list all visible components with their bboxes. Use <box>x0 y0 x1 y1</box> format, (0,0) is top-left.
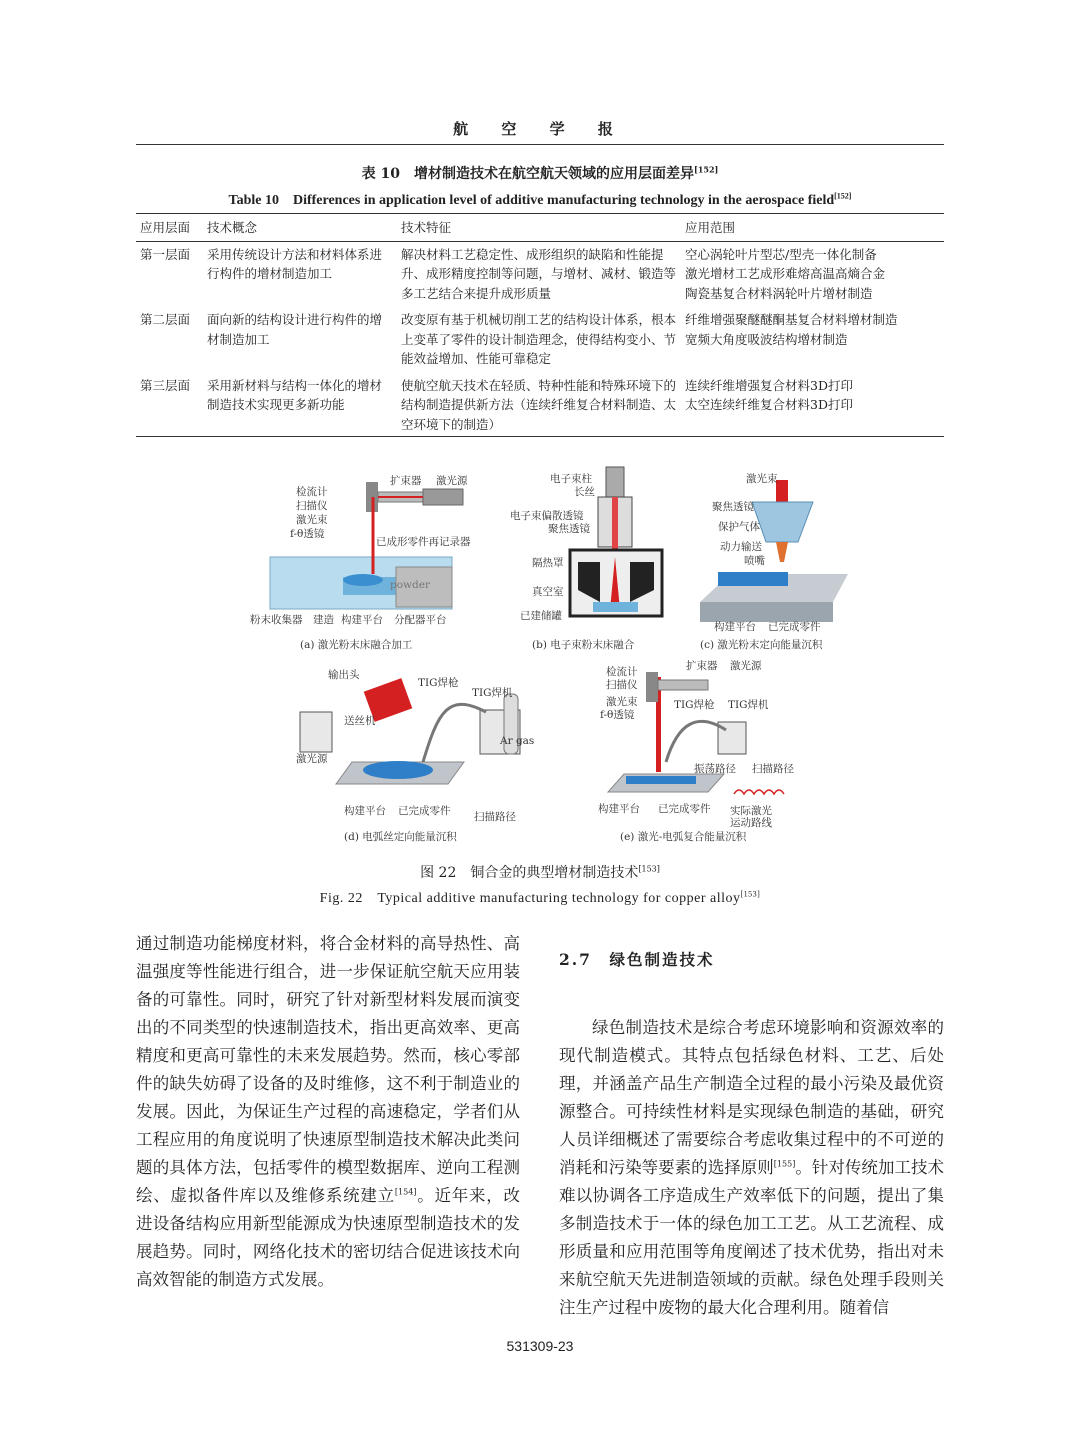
panel-b-label: 真空室 <box>532 586 564 598</box>
panel-e-label: 扩束器 <box>686 660 718 672</box>
panel-a-label: 激光束 <box>296 514 328 526</box>
table-cell-level: 第二层面 <box>140 312 191 327</box>
left-column-text: 通过制造功能梯度材料，将合金材料的高导热性、高温强度等性能进行组合，进一步保证航空航天应用装备的可靠性。同时，研究了针对新型材料发展而演变出的不同类型的快速制造技术，指出更高效率、更高精度和更高可靠性的未来发展趋势。然而，核心零部件的缺失妨碍了设备的及时维修，这不利于制造业的发展。因此，为保证生产过程的高速稳定，学者们从工程应用的角度说明了快速原型制造技术解决此类问题的具体方法，包括零件的模型数据库、逆向工程测绘、虚拟备件库以及维修系统建立[154]。近年来，改进设备结构应用新型能源成为快速原型制造技术的发展趋势。同时，网络化技术的密切结合促进该技术向高效智能的制造方式发展。 <box>136 934 521 1289</box>
table-row <box>136 372 944 437</box>
panel-d-label: 已完成零件 <box>398 805 451 817</box>
panel-b-label: 电子束偏散透镜 <box>510 510 584 522</box>
table-cell-level: 第三层面 <box>136 372 203 437</box>
panel-e-label: 实际激光 <box>730 805 772 817</box>
table-cell-feature: 解决材料工艺稳定性、成形组织的缺陷和性能提升、成形精度控制等问题，与增材、减材、锻造等多工艺结合来提升成形质量 <box>401 246 677 301</box>
panel-e-label: 激光源 <box>730 660 762 672</box>
panel-e-label: 运动路线 <box>730 817 772 829</box>
figure-caption-cn: 图 22 铜合金的典型增材制造技术[153] <box>420 864 660 881</box>
panel-a-label: 分配器平台 <box>394 614 447 626</box>
journal-header: 航 空 学 报 <box>453 120 627 138</box>
panel-a-label: 已成形零件再记录器 <box>376 536 471 548</box>
panel-e-label: TIG焊枪 <box>674 699 715 711</box>
panel-e-label: 激光束 <box>606 696 638 708</box>
page-number: 531309-23 <box>506 1338 574 1354</box>
panel-e-caption: (e) 激光-电弧复合能量沉积 <box>620 831 747 843</box>
panel-d-label: Ar gas <box>500 735 535 747</box>
table-row <box>136 241 944 306</box>
panel-a-label: 建造 <box>313 614 334 626</box>
panel-c-label: 聚焦透镜 <box>712 501 754 513</box>
panel-a-label: 扫描仪 <box>296 500 328 512</box>
table-cell-concept: 采用传统设计方法和材料体系进行构件的增材制造加工 <box>207 246 383 281</box>
table-header-cell: 应用层面 <box>136 214 203 242</box>
table-header-cell: 技术概念 <box>203 214 397 242</box>
panel-c-label: 构建平台 <box>714 621 756 633</box>
figure-caption-en: Fig. 22 Typical additive manufacturing technology for copper alloy[153] <box>319 889 761 906</box>
panel-a-label: 扩束器 <box>390 475 422 487</box>
table-cell-feature: 使航空航天技术在轻质、特种性能和特殊环境下的结构制造提供新方法（连续纤维复合材料制造、太空环境下的制造） <box>397 372 681 437</box>
panel-d-label: 激光源 <box>296 753 328 765</box>
panel-e-label: 检流计 <box>606 666 638 678</box>
panel-d-label: TIG焊机 <box>472 687 513 699</box>
panel-b-caption: (b) 电子束粉末床融合 <box>532 639 635 651</box>
table-caption-cn: 表 10 增材制造技术在航空航天领域的应用层面差异[152] <box>361 164 719 182</box>
table-header-cell: 技术特征 <box>397 214 681 242</box>
figure-22 <box>248 462 848 850</box>
panel-d-label: 送丝机 <box>344 715 376 727</box>
panel-c-label: 已完成零件 <box>768 621 821 633</box>
panel-c-label: 激光束 <box>746 473 778 485</box>
panel-a-label: powder <box>390 579 430 591</box>
panel-e-label: 振荡路径 <box>694 763 736 775</box>
table-cell-scope: 纤维增强聚醚醚酮基复合材料增材制造 宽频大角度吸波结构增材制造 <box>685 312 898 347</box>
table-header-row <box>136 214 944 242</box>
header-rule <box>136 144 944 145</box>
table-cell-level: 第一层面 <box>140 246 191 262</box>
panel-a-label: f-θ透镜 <box>290 528 325 540</box>
panel-c-label: 保护气体 <box>718 521 760 533</box>
panel-c-label: 动力输送 <box>720 541 762 553</box>
panel-b-label: 长丝 <box>574 486 595 498</box>
panel-b-label: 电子束柱 <box>550 473 592 485</box>
panel-e-label: 扫描仪 <box>606 679 638 691</box>
table-cell-scope: 连续纤维增强复合材料3D打印 太空连续纤维复合材料3D打印 <box>681 372 944 437</box>
section-title: 2.7 绿色制造技术 <box>559 950 715 969</box>
panel-d-label: 扫描路径 <box>474 811 516 823</box>
panel-d-label: TIG焊枪 <box>418 677 459 689</box>
panel-d-caption: (d) 电弧丝定向能量沉积 <box>344 831 457 843</box>
panel-e-label: 扫描路径 <box>752 763 794 775</box>
panel-c-label: 喷嘴 <box>744 555 765 567</box>
panel-a-label: 构建平台 <box>341 614 383 626</box>
table-cell-concept: 采用新材料与结构一体化的增材制造技术实现更多新功能 <box>203 372 397 437</box>
table-caption-en: Table 10 Differences in application level of additive manufacturing technology in the aerospace field[152] <box>228 191 852 208</box>
panel-e-label: f-θ透镜 <box>600 709 635 721</box>
panel-b-label: 隔热罩 <box>532 557 564 569</box>
panel-a-label: 激光源 <box>436 475 468 487</box>
panel-e-label: 已完成零件 <box>658 803 711 815</box>
panel-e-label: 构建平台 <box>598 803 640 815</box>
panel-d-label: 构建平台 <box>344 805 386 817</box>
panel-b-label: 聚焦透镜 <box>548 523 590 535</box>
table-row <box>136 306 944 372</box>
table-cell-concept: 面向新的结构设计进行构件的增材制造加工 <box>207 312 383 347</box>
panel-a-label: 粉末收集器 <box>250 614 303 626</box>
panel-d-label: 输出头 <box>328 669 360 681</box>
table-cell-scope: 空心涡轮叶片型芯/型壳一体化制备 激光增材工艺成形难熔高温高熵合金 陶瓷基复合材料涡轮叶片增材制造 <box>685 246 886 301</box>
panel-b-label: 已建储罐 <box>520 610 562 622</box>
table-cell-feature: 改变原有基于机械切削工艺的结构设计体系，根本上变革了零件的设计制造理念，使得结构变小、节能效益增加、性能可靠稳定 <box>401 312 677 366</box>
panel-e-label: TIG焊机 <box>728 699 769 711</box>
panel-a-label: 检流计 <box>296 486 328 498</box>
figure-22-illustration <box>248 462 848 850</box>
panel-c-caption: (c) 激光粉末定向能量沉积 <box>700 639 823 651</box>
table-10 <box>136 213 944 437</box>
panel-a-caption: (a) 激光粉末床融合加工 <box>300 639 413 651</box>
table-header-cell: 应用范围 <box>681 214 944 242</box>
right-column-text: 绿色制造技术是综合考虑环境影响和资源效率的现代制造模式。其特点包括绿色材料、工艺、后处理，并涵盖产品生产制造全过程的最小污染及最优资源整合。可持续性材料是实现绿色制造的基础，研究人员详细概述了需要综合考虑收集过程中的不可逆的消耗和污染等要素的选择原则[155]。针对传统加工技术难以协调各工序造成生产效率低下的问题，提出了集多制造技术于一体的绿色加工工艺。从工艺流程、成形质量和应用范围等角度阐述了技术优势，指出对未来航空航天先进制造领域的贡献。绿色处理手段则关注生产过程中废物的最大化合理利用。随着信 <box>559 1018 945 1317</box>
